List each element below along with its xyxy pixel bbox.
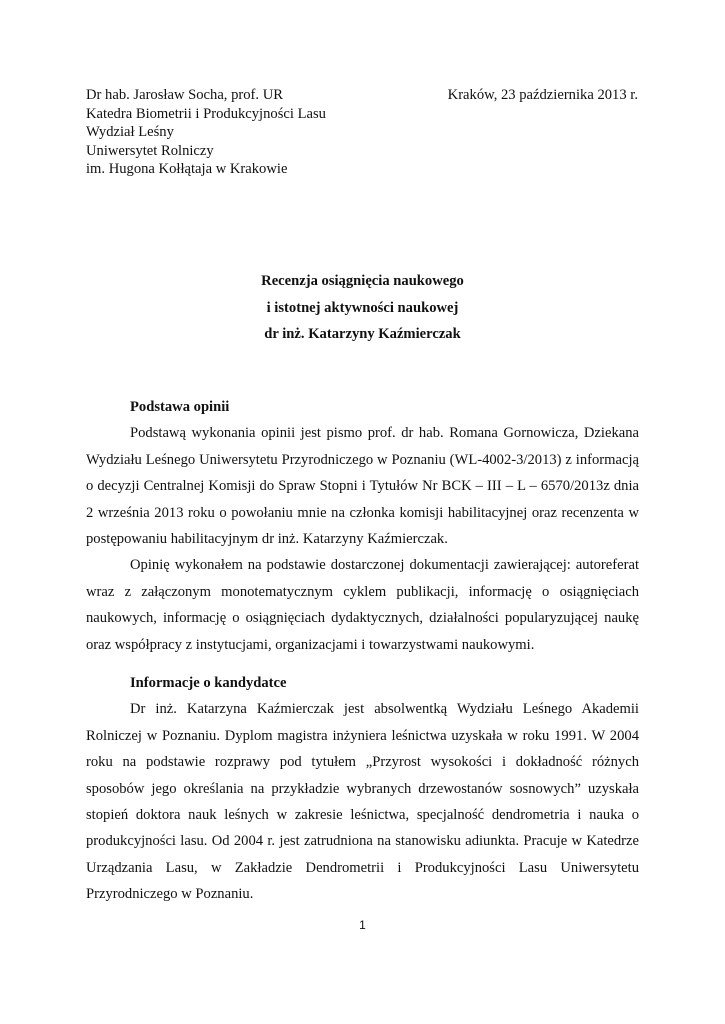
document-title bbox=[0, 268, 725, 348]
paragraph: Opinię wykonałem na podstawie dostarczonej dokumentacji zawierającej: autoreferat wraz z załączonym monotematycznym cyklem publikacji, informację o osiągnięciach naukowych, informację o osiągnięciach dydaktycznych, działalności popularyzującej naukę oraz współpracy z instytucjami, organizacjami i towarzystwami naukowymi. bbox=[86, 557, 639, 653]
paragraph: Dr inż. Katarzyna Kaźmierczak jest absolwentką Wydziału Leśnego Akademii Rolniczej w Poznaniu. Dyplom magistra inżyniera leśnictwa uzyskała w roku 1991. W 2004 roku na podstawie rozprawy pod tytułem „Przyrost wysokości i dokładność różnych sposobów jego określania na przykładzie wybranych drzewostanów sosnowych” uzyskała stopień doktora nauk leśnych w zakresie leśnictwa, specjalność dendrometria i nauka o produkcyjności lasu. Od 2004 r. jest zatrudniona na stanowisku adiunkta. Pracuje w Katedrze Urządzania Lasu, w Zakładzie Dendrometrii i Produkcyjności Lasu Uniwersytetu Przyrodniczego w Poznaniu. bbox=[86, 701, 639, 903]
author-department: Katedra Biometrii i Produkcyjności Lasu bbox=[86, 105, 326, 122]
paragraph: Podstawą wykonania opinii jest pismo prof. dr hab. Romana Gornowicza, Dziekana Wydziału Leśnego Uniwersytetu Przyrodniczego w Poznaniu (WL-4002-3/2013) z informacją o decyzji Centralnej Komisji do Spraw Stopni i Tytułów Nr BCK – III – L – 6570/2013z dnia 2 września 2013 roku o powołaniu mnie na członka komisji habilitacyjnej oraz recenzenta w postępowaniu habilitacyjnym dr inż. Katarzyny Kaźmierczak. bbox=[86, 425, 639, 548]
document-date: Kraków, 23 października 2013 r. bbox=[447, 87, 638, 103]
section-heading: Informacje o kandydatce bbox=[130, 675, 287, 691]
section-podstawa-opinii bbox=[86, 394, 639, 658]
section-heading: Podstawa opinii bbox=[130, 399, 230, 415]
title-line: Recenzja osiągnięcia naukowego bbox=[261, 273, 464, 289]
section-informacje-o-kandydatce bbox=[86, 670, 639, 908]
author-university: Uniwersytet Rolniczy bbox=[86, 142, 214, 159]
page-number: 1 bbox=[359, 918, 366, 932]
title-line: i istotnej aktywności naukowej bbox=[266, 299, 459, 316]
title-line: dr inż. Katarzyny Kaźmierczak bbox=[264, 326, 461, 342]
author-university-patron: im. Hugona Kołłątaja w Krakowie bbox=[86, 161, 288, 178]
author-block bbox=[86, 86, 326, 179]
author-faculty: Wydział Leśny bbox=[86, 124, 174, 141]
author-name: Dr hab. Jarosław Socha, prof. UR bbox=[86, 87, 283, 103]
